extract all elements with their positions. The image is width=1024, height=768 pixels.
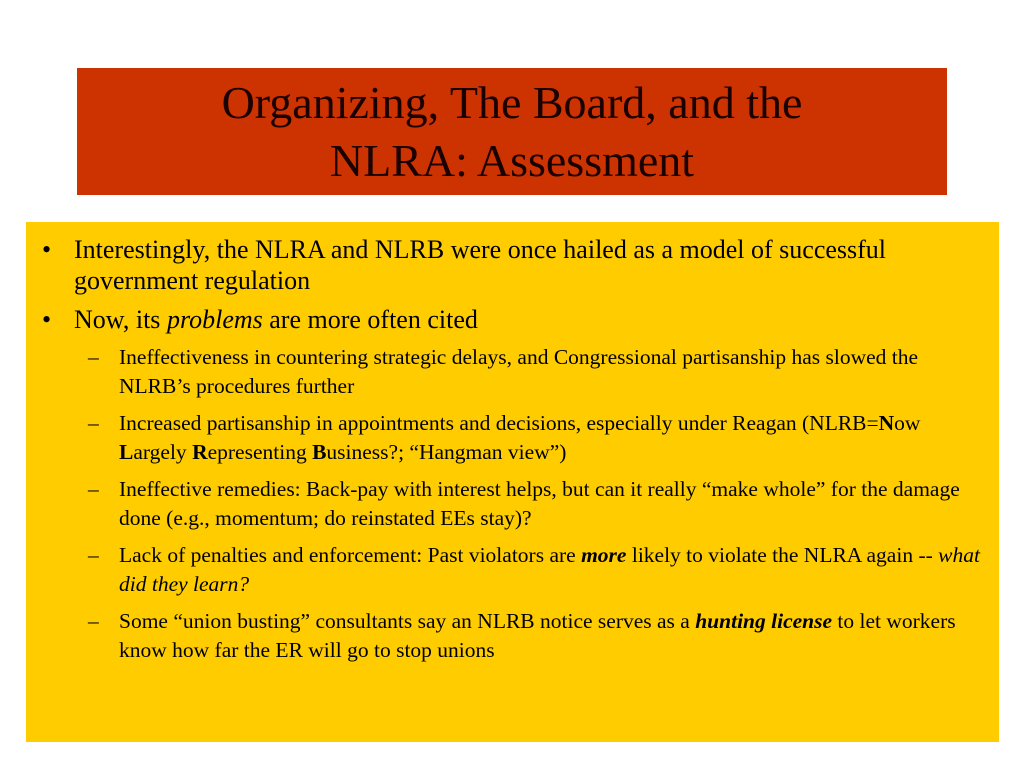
dash-marker: –	[88, 609, 99, 633]
sub-bullet-item	[42, 607, 985, 665]
acronym-letter: N	[878, 411, 895, 435]
emphasis-hunting-license: hunting license	[695, 609, 833, 633]
acronym-letter: R	[192, 440, 208, 464]
text-run: Some “union busting” consultants say an NLRB notice serves as a	[119, 609, 696, 633]
title-box	[77, 68, 947, 195]
acronym-letter: L	[119, 440, 134, 464]
text-run: Now, its	[74, 305, 167, 334]
sub-bullet-text	[119, 609, 956, 662]
bullet-item	[42, 234, 985, 296]
sub-bullet-item	[42, 541, 985, 599]
dash-marker: –	[88, 543, 99, 567]
text-run: are more often cited	[262, 305, 478, 334]
emphasis-more: more	[581, 543, 627, 567]
dash-marker: –	[88, 345, 99, 369]
sub-bullet-text: Ineffectiveness in countering strategic delays, and Congressional partisanship has slowed the NLRB’s procedures further	[119, 345, 919, 398]
bullet-list	[42, 234, 985, 665]
sub-bullet-item	[42, 343, 985, 401]
sub-bullet-item	[42, 409, 985, 467]
text-run: argely	[133, 440, 193, 464]
title-line-2: NLRA: Assessment	[329, 134, 695, 186]
acronym-letter: B	[312, 440, 327, 464]
emphasis-question: what did they learn?	[119, 543, 980, 596]
bullet-item	[42, 304, 985, 335]
content-box	[26, 222, 999, 742]
text-run: epresenting	[207, 440, 313, 464]
slide-title	[222, 74, 803, 190]
text-run: Increased partisanship in appointments and decisions, especially under Reagan (NLRB=	[119, 411, 879, 435]
dash-marker: –	[88, 411, 99, 435]
sub-bullet-group	[42, 343, 985, 665]
sub-bullet-list	[42, 343, 985, 665]
sub-bullet-text	[119, 543, 980, 596]
text-run: likely to violate the NLRA again --	[626, 543, 939, 567]
text-run: ow	[894, 411, 921, 435]
text-run: Lack of penalties and enforcement: Past violators are	[119, 543, 582, 567]
bullet-marker: •	[42, 235, 52, 264]
bullet-marker: •	[42, 305, 52, 334]
sub-bullet-text: Ineffective remedies: Back-pay with interest helps, but can it really “make whole” for the damage done (e.g., momentum; do reinstated EEs stay)?	[119, 477, 960, 530]
sub-bullet-text	[119, 411, 920, 464]
emphasis-problems: problems	[166, 305, 263, 334]
dash-marker: –	[88, 477, 99, 501]
sub-bullet-item	[42, 475, 985, 533]
text-run: usiness?; “Hangman view”)	[326, 440, 567, 464]
bullet-text	[74, 305, 478, 334]
text-run: to let workers know how far the ER will go to stop unions	[119, 609, 956, 662]
bullet-text: Interestingly, the NLRA and NLRB were once hailed as a model of successful government regulation	[74, 235, 887, 295]
title-line-1: Organizing, The Board, and the	[221, 76, 803, 128]
